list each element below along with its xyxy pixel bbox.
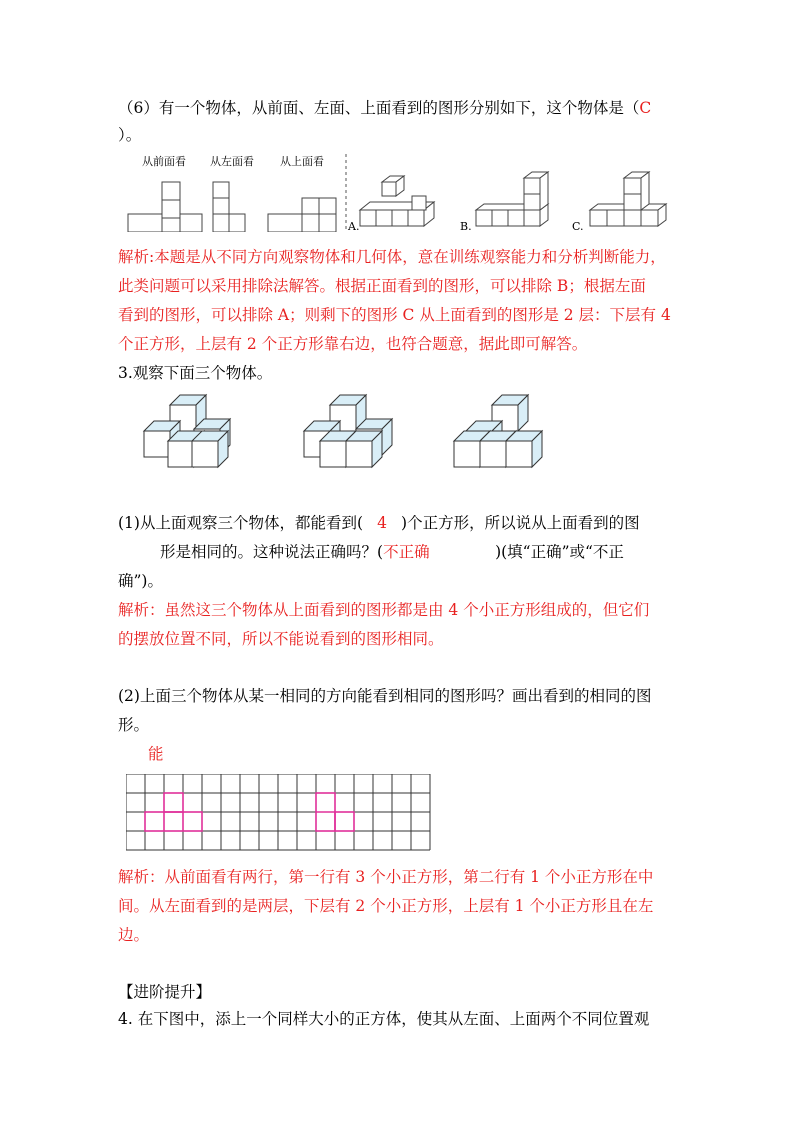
q6-analysis-2: 此类问题可以采用排除法解答。根据正面看到的图形，可以排除 B；根据左面: [118, 277, 646, 295]
front-view-shape: [128, 182, 202, 232]
q3-p1-line1: [118, 512, 640, 534]
q3-p2-analysis-1: 解析：从前面看有两行，第一行有 3 个小正方形，第二行有 1 个小正方形在中: [118, 868, 654, 886]
view-label-front: 从前面看: [142, 155, 186, 168]
option-b-label: B.: [460, 220, 472, 232]
object-3: [454, 395, 542, 467]
q6-analysis-4: 个正方形，上层有 2 个正方形靠右边，也符合题意，据此即可解答。: [118, 335, 588, 353]
option-a-label: A.: [348, 220, 360, 232]
option-c-shape: [590, 172, 666, 226]
q3-p2-line2: 形。: [118, 716, 150, 734]
q6-line1: [118, 97, 651, 119]
q3-p2-line1: (2)上面三个物体从某一相同的方向能看到相同的图形吗？画出看到的相同的图: [118, 687, 652, 705]
q3-objects: [130, 385, 550, 475]
q3-p1-analysis-1: 解析：虽然这三个物体从上面看到的图形都是由 4 个小正方形组成的，但它们: [118, 601, 650, 619]
q3-p2-answer: 能: [148, 745, 164, 763]
q3-p1-answer-blank: 4: [377, 514, 387, 532]
view-label-left: 从左面看: [210, 155, 254, 168]
q6-answer: C: [639, 99, 652, 117]
view-label-top: 从上面看: [280, 155, 324, 168]
q3-p1-line2: [160, 541, 624, 563]
q6-text: （6）有一个物体，从前面、左面、上面看到的图形分别如下，这个物体是（: [118, 99, 640, 117]
answer-grid: [126, 774, 436, 854]
object-2: [304, 395, 392, 467]
top-view-shape: [268, 198, 336, 232]
q6-analysis-3: 看到的图形，可以排除 A；则剩下的图形 C 从上面看到的图形是 2 层：下层有 4: [118, 306, 671, 324]
q3-title: 3.观察下面三个物体。: [118, 364, 273, 382]
option-b-shape: [476, 172, 548, 226]
left-view-shape: [213, 182, 245, 232]
option-c-label: C.: [572, 220, 584, 232]
q3-p1-judgment-blank: 不正确: [383, 543, 430, 561]
q6-figures: [120, 152, 680, 232]
q3-p1-mid: )个正方形，所以说从上面看到的图: [401, 514, 640, 532]
q6-analysis-1: 解析:本题是从不同方向观察物体和几何体，意在训练观察能力和分析判断能力，: [118, 248, 666, 266]
q3-p1-prefix: (1)从上面观察三个物体，都能看到(: [118, 514, 364, 532]
q3-p2-analysis-3: 边。: [118, 926, 150, 944]
q3-p1-analysis-2: 的摆放位置不同，所以不能说看到的图形相同。: [118, 630, 444, 648]
q3-p1-line2-pre: 形是相同的。这种说法正确吗？(: [160, 543, 384, 561]
object-1: [144, 395, 230, 467]
option-a-shape: [360, 176, 434, 226]
q3-p1-line3: 确”)。: [118, 572, 163, 590]
q4-text: 4. 在下图中，添上一个同样大小的正方体，使其从左面、上面两个不同位置观: [118, 1010, 650, 1028]
advanced-heading: 【进阶提升】: [118, 983, 212, 1001]
q6-line2: ）。: [118, 126, 142, 144]
q3-p2-analysis-2: 间。从左面看到的是两层，下层有 2 个小正方形，上层有 1 个小正方形且在左: [118, 897, 654, 915]
q3-p1-line2-post: )(填“正确”或“不正: [495, 543, 624, 561]
